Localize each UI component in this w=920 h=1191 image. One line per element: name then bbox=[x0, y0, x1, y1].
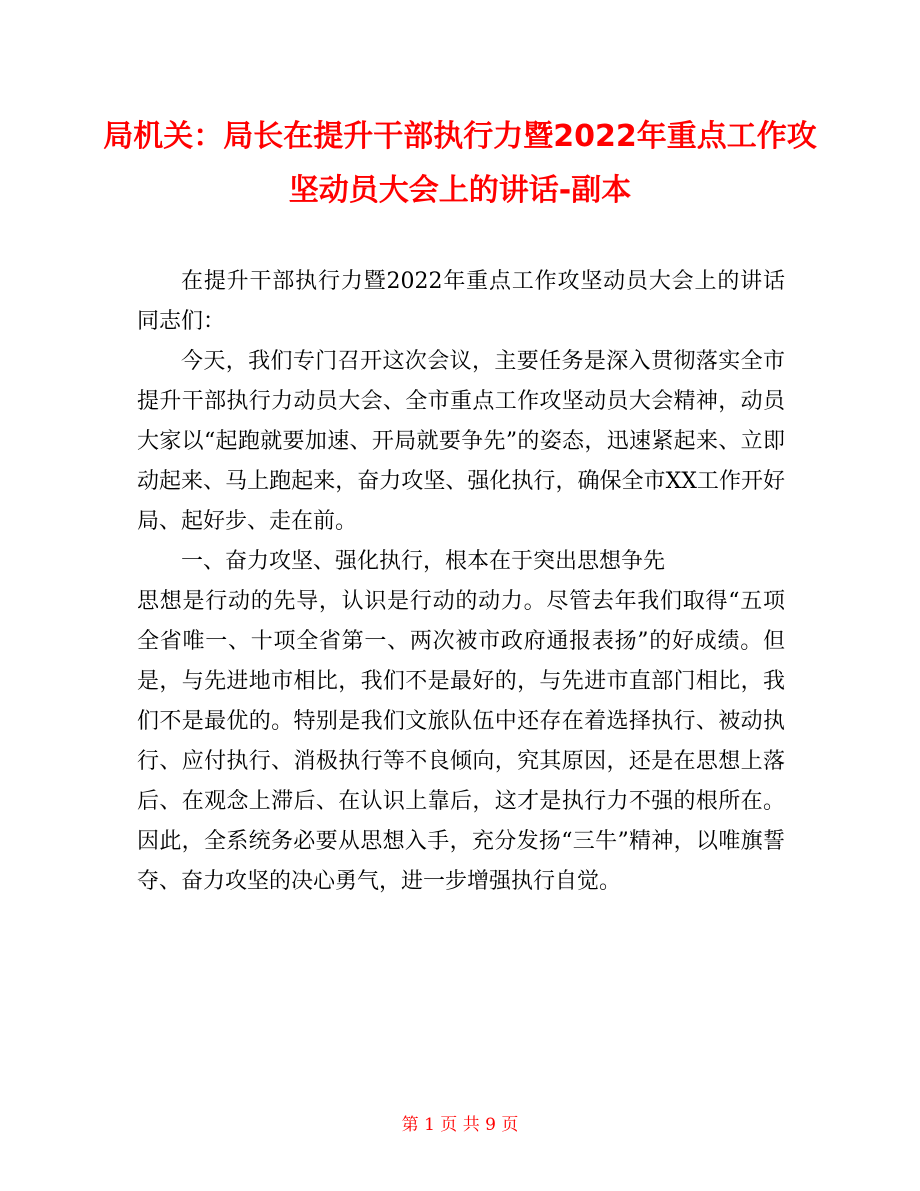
paragraph-speech-heading: 在提升干部执行力暨2022年重点工作攻坚动员大会上的讲话 同志们： bbox=[137, 269, 808, 334]
paragraph-intro: 今天，我们专门召开这次会议，主要任务是深入贯彻落实全市提升干部执行力动员大会、全市重点工作攻坚动员大会精神，动员大家以“起跑就要加速、开局就要争先”的姿态，迅速紧起来、立即动起来、马上跑起来，奋力攻坚、强化执行，确保全市XX工作开好局、起好步、走在前。 bbox=[137, 349, 785, 534]
page-number-footer: 第 1 页 共 9 页 bbox=[401, 1115, 519, 1135]
document-body bbox=[137, 262, 808, 902]
section-heading-1: 一、奋力攻坚、强化执行，根本在于突出思想争先 bbox=[181, 549, 666, 574]
paragraph-section-1-body: 思想是行动的先导，认识是行动的动力。尽管去年我们取得“五项全省唯一、十项全省第一、两次被市政府通报表扬”的好成绩。但是，与先进地市相比，我们不是最好的，与先进市直部门相比，我们不是最优的。特别是我们文旅队伍中还存在着选择执行、被动执行、应付执行、消极执行等不良倾向，究其原因，还是在思想上落后、在观念上滞后、在认识上靠后，这才是执行力不强的根所在。因此，全系统务必要从思想入手，充分发扬“三牛”精神，以唯旗誓夺、奋力攻坚的决心勇气，进一步增强执行自觉。 bbox=[137, 589, 785, 894]
document-title: 局机关：局长在提升干部执行力暨2022年重点工作攻坚动员大会上的讲话-副本 bbox=[103, 119, 817, 208]
